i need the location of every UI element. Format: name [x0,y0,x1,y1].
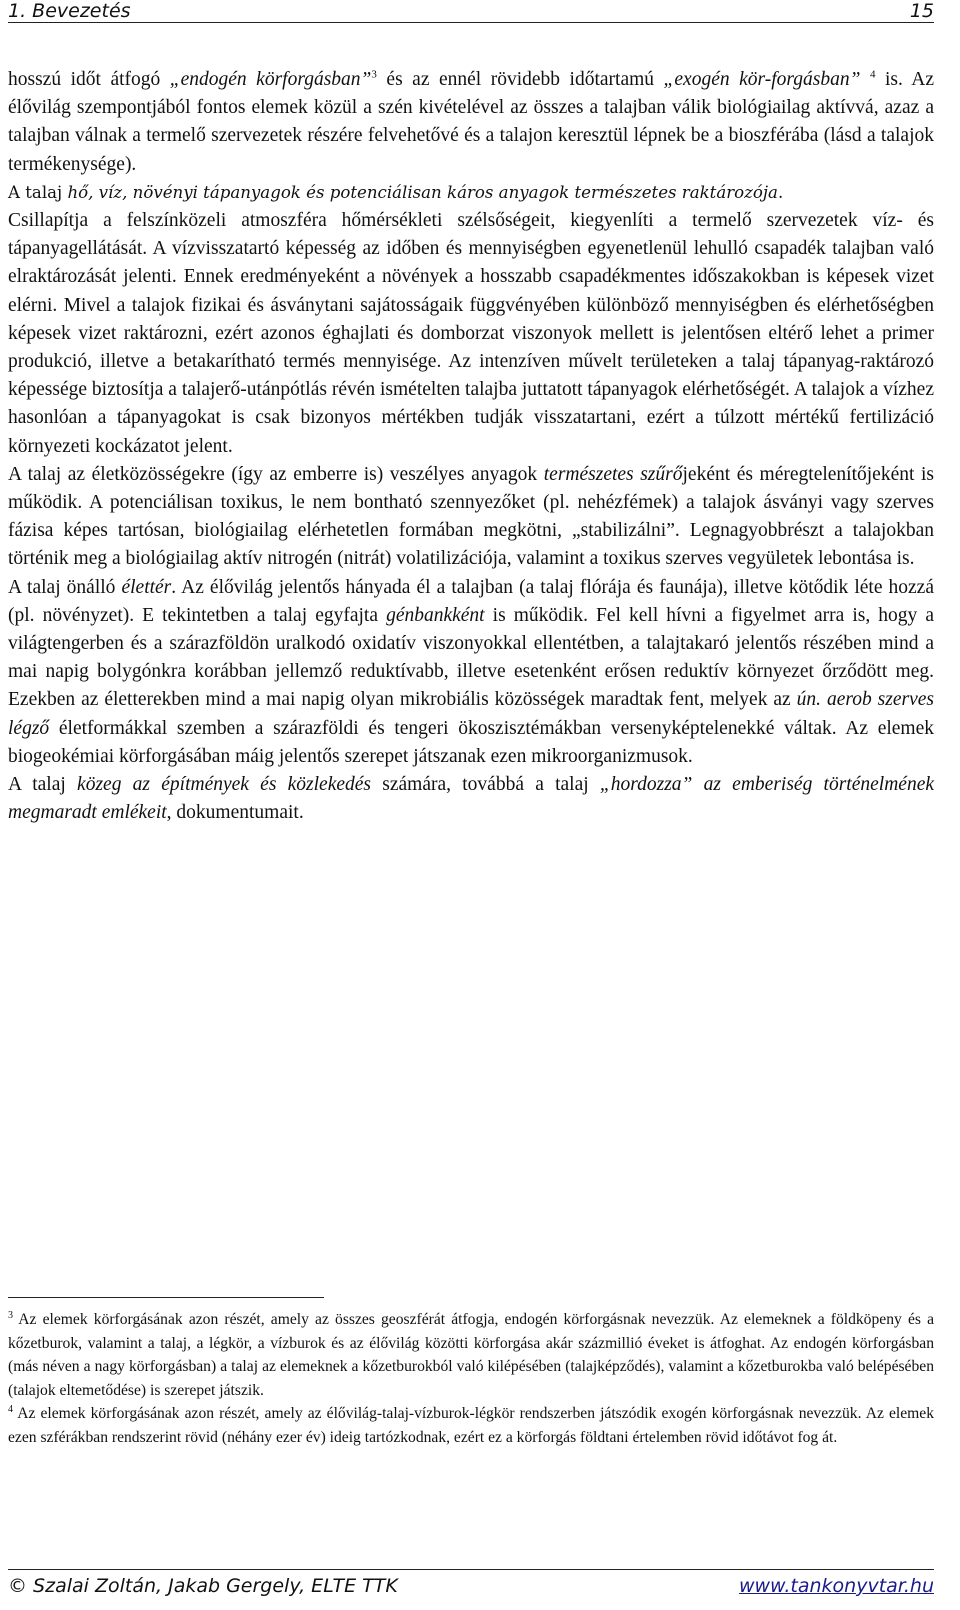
text-run: Csillapítja a felszínközeli atmoszféra hőmérsékleti szélsőségeit, kiegyenlíti a termelő szervezetek víz- és tápanyagellátását. A vízvisszatartó képesség az időben és mennyiségben egyenetlenül lehulló csapadék talajban való elraktározását jelenti. Ennek eredményeként a növények a hosszabb csapadékmentes időszakokban is képesek vizet elérni. Mivel a talajok fizikai és ásványtani sajátosságaik függvényében különböző mennyiségben és elérhetőségben képesek vizet raktározni, ezért azonos éghajlati és domborzat viszonyok mellett is jelentősen eltérő lehet a primer produkció, illetve a betakarítható termés mennyisége. Az intenzíven művelt területeken a talaj tápanyag-raktározó képessége biztosítja a talajerő-utánpótlás révén ismételten talajba juttatott tápanyagok elérhetőségét. A talajok a vízhez hasonlóan a tápanyagokat is csak bizonyos mértékben tudják visszatartani, ezért a túlzott mértékű fertilizáció környezeti kockázatot jelent. [8,210,934,457]
footnotes [8,1308,934,1450]
text-run: A talaj önálló [8,576,122,598]
emphasis-text: „exogén kör-forgásban” [663,69,861,90]
website-link[interactable]: www.tankonyvtar.hu [738,1575,934,1597]
emphasis-text: „endogén körforgásban” [169,69,372,90]
footnote-separator [8,1297,324,1298]
chapter-title: 1. Bevezetés [8,0,131,22]
paragraph [8,66,934,179]
text-run: A talaj [8,182,68,202]
emphasis-text: élettér [121,576,172,598]
text-run: A talaj [8,774,78,796]
footnote-text: Az elemek körforgásának azon részét, amely az összes geoszférát átfogja, endogén körforgásnak nevezzük. Az elemeknek a földköpeny és a kőzetburok, valamint a talaj, a légkör, a vízburok és az élővilág közötti körforgása akár százmillió éveket is átfoghat. Az endogén körforgásban (más néven a nagy körforgásban) a talaj az elemeknek a kőzetburokból való kilépésében (talajképződés), valamint a kőzetburokba való belépésében (talajok eltemetődése) is szerepet játszik. [8,1311,934,1399]
footnote-reference: 3 [371,68,377,81]
paragraph [8,179,934,207]
body-text [8,66,934,827]
text-run: és az ennél rövidebb időtartamú [376,69,664,90]
text-run: életformákkal szemben a szárazföldi és tengeri ökoszisztémákban versenyképtelenekké váltak. Az elemek biogeokémiai körforgásában máig jelentős szerepet játszanak ezen mikroorganizmusok. [8,717,934,767]
copyright-notice: © Szalai Zoltán, Jakab Gergely, ELTE TTK [8,1575,398,1597]
text-run: A talaj az életközösségekre (így az emberre is) veszélyes anyagok [8,463,544,485]
footnote [8,1308,934,1402]
text-run: számára, továbbá a talaj [371,774,600,796]
emphasis-text: természetes szűrő [543,463,683,485]
paragraph [8,574,934,771]
emphasis-text: ún. aerob szerves légző [8,689,934,739]
paragraph [8,207,934,461]
footnote-mark: 3 [8,1309,13,1321]
text-run: hosszú időt átfogó [8,69,170,90]
text-run: , dokumentumait. [166,802,304,824]
page-number: 15 [909,0,934,22]
page-footer [8,1569,934,1598]
emphasis-text: közeg az építmények és közlekedés [77,774,372,796]
emphasis-text: génbankként [386,604,485,626]
text-run: is működik. Fel kell hívni a figyelmet arra is, hogy a világtengerben és a szárazföldön uralkodó oxidatív viszonyokkal ellentétben, a talajtakaró jelentős részében mind a mai napig bolygónkra korábban jellemző reduktívabb, illetve esetenként erősen reduktív környezet őrződött meg. Ezekben az életterekben mind a mai napig olyan mikrobiális közösségek maradtak fent, melyek az [8,604,934,711]
emphasis-text: hő, víz, növényi tápanyagok és potenciálisan káros anyagok természetes raktározója [67,182,778,202]
text-run: is. Az élővilág szempontjából fontos elemek közül a szén kivételével az összes a talajban válik biológiailag aktívvá, azaz a talajban válnak a termelő szervezetek részére felvehetővé és a talajon keresztül lépnek be a bioszférába (lásd a talajok termékenysége). [8,69,935,175]
text-run: . Az élővilág jelentős hányada él a talajban (a talaj flórája és faunája), illetve kötődik léte hozzá (pl. növényzet). E tekintetben a talaj egyfajta [8,576,934,626]
text-run: jeként és méregtelenítőjeként is működik. A potenciálisan toxikus, le nem bontható szennyezőket (pl. nehézfémek) a talajok ásványi vagy szerves fázisa képes tartósan, biológiailag elérhetetlen formában megkötni, „stabilizálni”. Legnagyobbrészt a talajokban történik meg a biológiailag aktív nitrogén (nitrát) volatilizációja, valamint a toxikus szerves vegyületek lebontása is. [8,463,934,570]
footnote-mark: 4 [8,1404,13,1416]
page-header [8,0,934,23]
footnote-reference: 4 [869,68,876,81]
text-run [860,69,870,90]
emphasis-text: „hordozza” az emberiség történelmének megmaradt emlékeit [8,774,934,824]
text-run: . [777,182,784,202]
paragraph [8,771,934,827]
footnote [8,1402,934,1449]
paragraph [8,461,934,574]
footnote-text: Az elemek körforgásának azon részét, amely az élővilág-talaj-vízburok-légkör rendszerben játszódik exogén körforgásnak nevezzük. Az elemek ezen szférákban rendszerint rövid (néhány ezer év) ideig tartózkodnak, ezért ez a körforgás földtani értelemben rövid időtávot fog át. [8,1405,934,1446]
